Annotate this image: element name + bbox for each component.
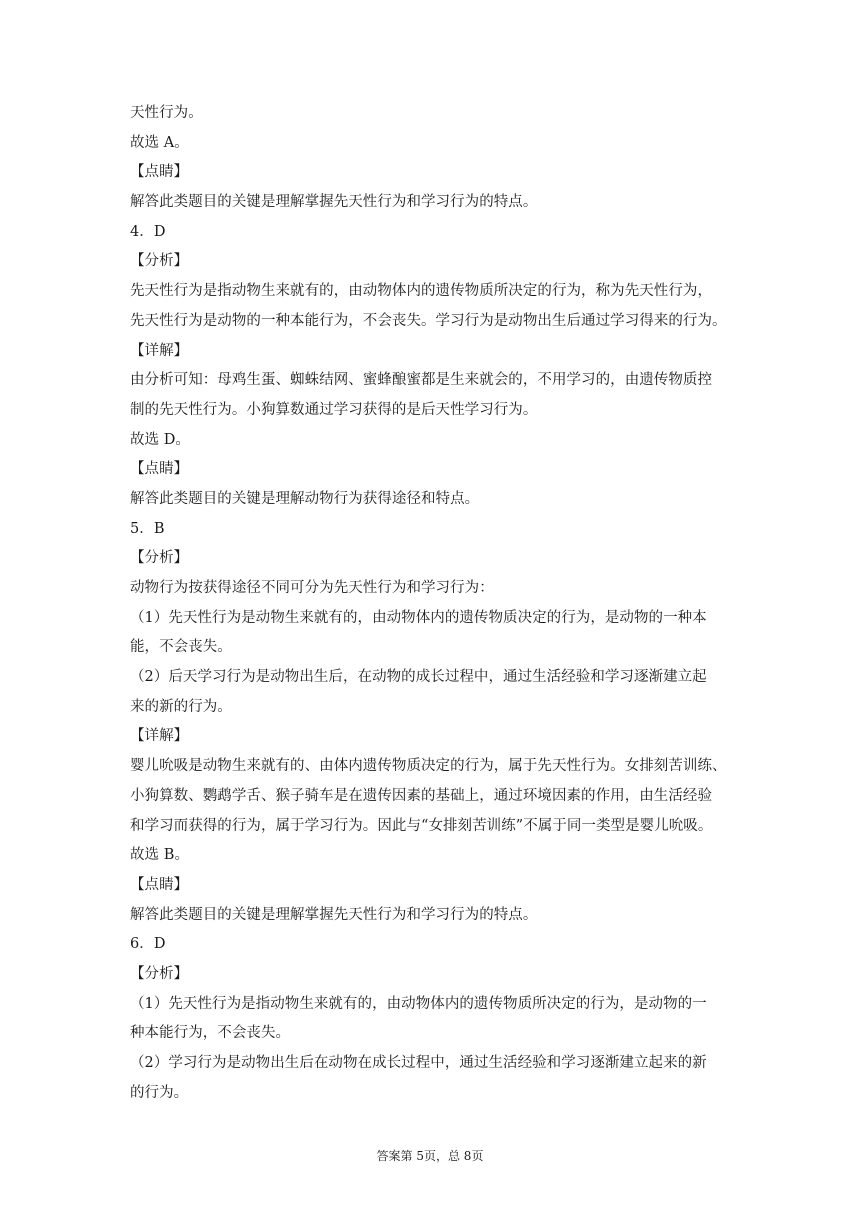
text-line: 动物行为按获得途径不同可分为先天性行为和学习行为： — [130, 580, 494, 596]
text-line: 婴儿吮吸是动物生来就有的、由体内遗传物质决定的行为，属于先天性行为。女排刻苦训练、 — [130, 758, 727, 775]
page-body — [130, 99, 735, 1108]
text-line: 解答此类题目的关键是理解掌握先天性行为和学习行为的特点。 — [130, 194, 538, 211]
text-line: 由分析可知：母鸡生蛋、蜘蛛结网、蜜蜂酿蜜都是生来就会的，不用学习的，由遗传物质控 — [130, 372, 712, 389]
text-line: 的行为。 — [130, 1084, 189, 1101]
section-label: 【详解】 — [130, 342, 189, 359]
section-label: 【详解】 — [130, 728, 189, 745]
section-label: 【分析】 — [130, 965, 189, 982]
text-line: 天性行为。 — [130, 105, 203, 121]
answer-heading: 6．D — [130, 936, 166, 953]
text-line: 解答此类题目的关键是理解动物行为获得途径和特点。 — [130, 490, 480, 507]
section-label: 【点睛】 — [130, 876, 189, 893]
text-line: 能，不会丧失。 — [130, 639, 232, 656]
text-line: （1）先天性行为是指动物生来就有的，由动物体内的遗传物质所决定的行为，是动物的一 — [130, 995, 707, 1012]
text-line: 制的先天性行为。小狗算数通过学习获得的是后天性学习行为。 — [130, 401, 538, 418]
page-footer: 答案第 5页，总 8页 — [376, 1149, 484, 1163]
section-label: 【点睛】 — [130, 164, 189, 181]
answer-heading: 4．D — [130, 223, 166, 240]
section-label: 【点睛】 — [130, 461, 189, 478]
text-line: 来的新的行为。 — [130, 698, 232, 715]
text-line: 种本能行为，不会丧失。 — [130, 1025, 291, 1042]
text-line: 先天性行为是动物的一种本能行为，不会丧失。学习行为是动物出生后通过学习得来的行为。 — [130, 312, 727, 329]
text-line: 故选 D。 — [130, 431, 190, 448]
text-line: 故选 B。 — [130, 847, 190, 864]
text-line: 解答此类题目的关键是理解掌握先天性行为和学习行为的特点。 — [130, 906, 538, 923]
text-line: 先天性行为是指动物生来就有的，由动物体内的遗传物质所决定的行为，称为先天性行为， — [130, 283, 712, 300]
text-line: 故选 A。 — [130, 134, 189, 151]
text-line: （1）先天性行为是动物生来就有的，由动物体内的遗传物质决定的行为，是动物的一种本 — [130, 609, 707, 626]
text-line: 小狗算数、鹦鹉学舌、猴子骑车是在遗传因素的基础上，通过环境因素的作用，由生活经验 — [130, 787, 712, 804]
section-label: 【分析】 — [130, 550, 189, 567]
text-line: 和学习而获得的行为，属于学习行为。因此与“女排刻苦训练”不属于同一类型是婴儿吮吸。 — [130, 817, 713, 834]
text-line: （2）学习行为是动物出生后在动物在成长过程中，通过生活经验和学习逐渐建立起来的新 — [130, 1055, 707, 1071]
answer-heading: 5．B — [130, 520, 165, 537]
text-line: （2）后天学习行为是动物出生后，在动物的成长过程中，通过生活经验和学习逐渐建立起 — [130, 669, 707, 686]
section-label: 【分析】 — [130, 253, 189, 270]
